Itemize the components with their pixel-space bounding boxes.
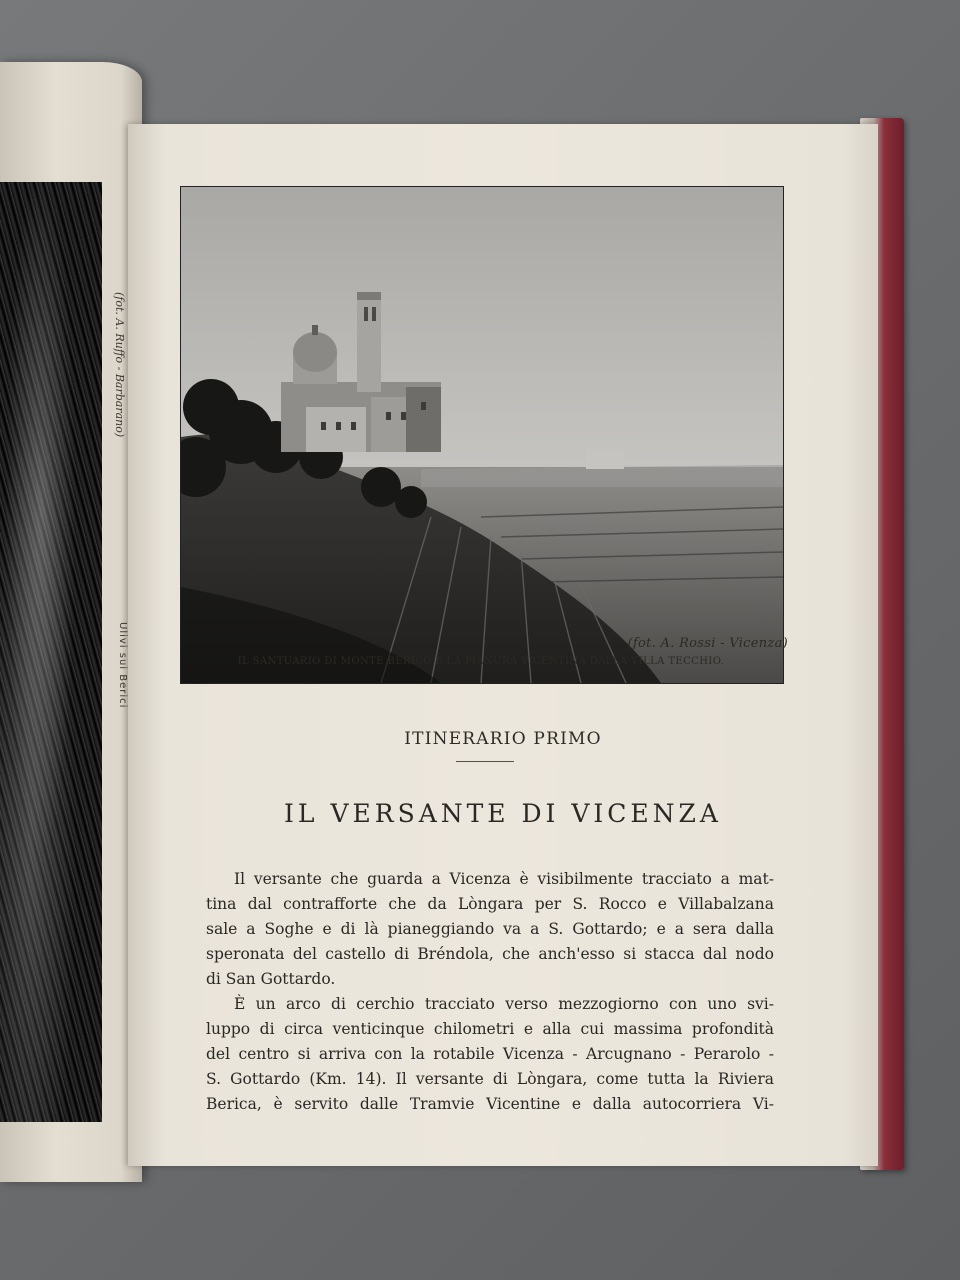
chapter-title: IL VERSANTE DI VICENZA [284,799,722,828]
text-line: tina dal contrafforte che da Lòngara per S. Rocco e Villabalzana [206,895,774,913]
text-line: È un arco di cerchio tracciato verso mezzogiorno con uno svi- [234,995,774,1013]
right-page [128,124,878,1166]
left-page-photo [0,182,102,1122]
left-page [0,62,142,1182]
left-photo-credit: (fot. A. Ruffo - Barbarano) [113,292,126,438]
sanctuary-photo [180,186,784,684]
heading-divider [456,761,514,762]
text-line: S. Gottardo (Km. 14). Il versante di Lòngara, come tutta la Riviera [206,1070,774,1088]
itinerary-heading: ITINERARIO PRIMO [404,729,602,749]
text-line: del centro si arriva con la rotabile Vicenza - Arcugnano - Perarolo - [206,1045,774,1063]
text-line: sale a Soghe e di là pianeggiando va a S. Gottardo; e a sera dalla [206,920,774,938]
photo-credit: (fot. A. Rossi - Vicenza) [627,636,788,651]
text-line: Berica, è servito dalle Tramvie Vicentine e dalla autocorriera Vi- [206,1095,774,1113]
text-line: luppo di circa venticinque chilometri e alla cui massima profondità [206,1020,774,1038]
body-text [206,867,774,1117]
text-line: speronata del castello di Bréndola, che anch'esso si stacca dal nodo [206,945,774,963]
photo-caption: IL SANTUARIO DI MONTE BERICO E LA PIANURA VICENTINA DALLA VILLA TECCHIO. [237,656,725,667]
text-line: di San Gottardo. [206,970,336,988]
sanctuary-landscape-image [181,187,783,683]
text-line: Il versante che guarda a Vicenza è visibilmente tracciato a mat- [234,870,774,888]
left-photo-caption: Ulivi sui Berici [117,622,128,709]
